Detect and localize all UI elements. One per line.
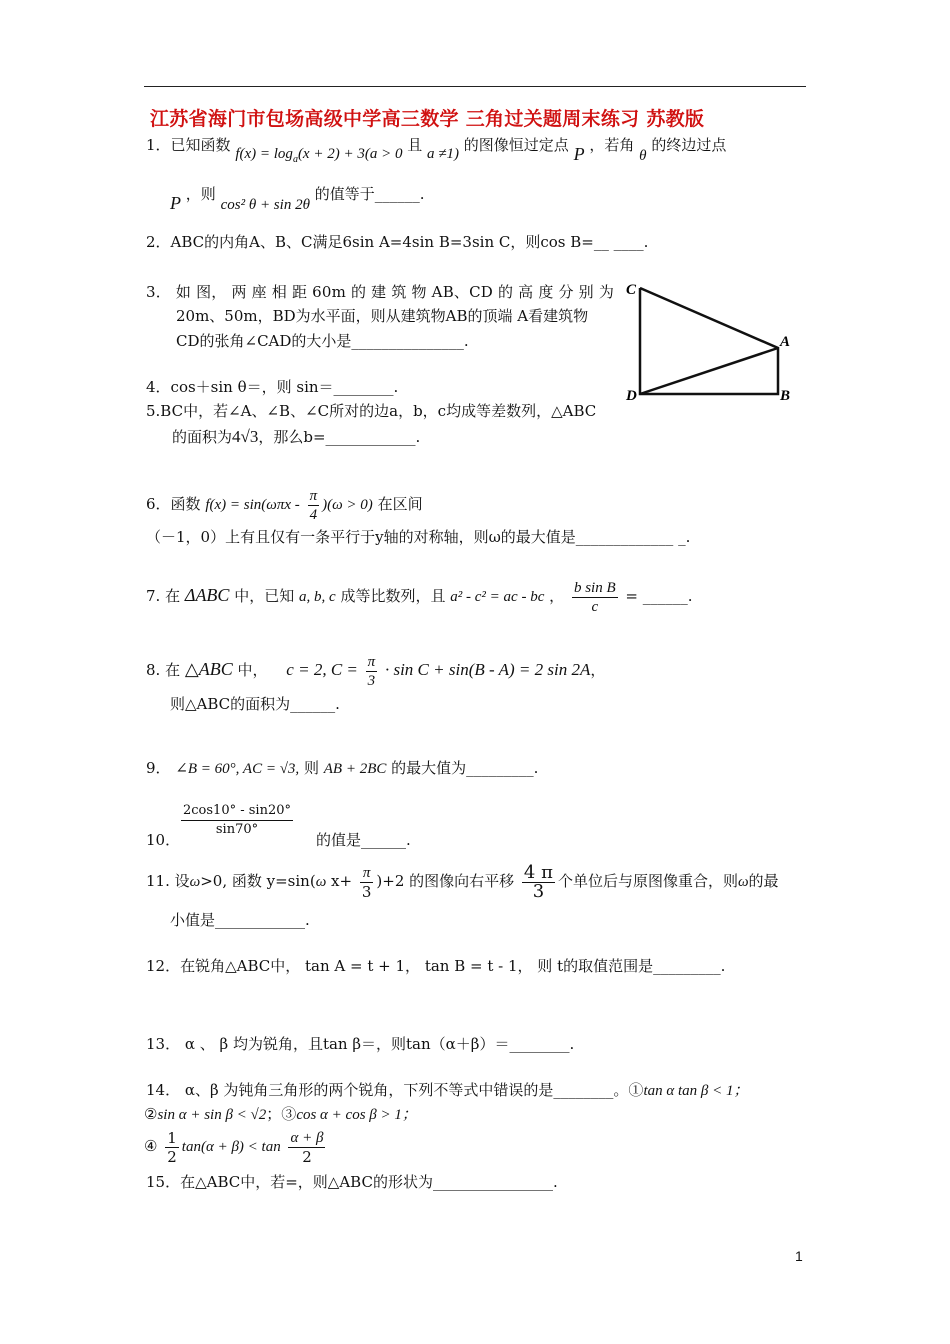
question-12: 12．在锐角△ABC中， tan A = t + 1， tan B = t - 1， 则 t的取值范围是_________. (146, 957, 726, 975)
question-5-line-1: 5.BC中，若∠A、∠B、∠C所对的边a，b，c均成等差数列，△ABC (146, 402, 597, 420)
question-5-line-2: 的面积为4√3，那么b=____________. (172, 427, 421, 446)
q7-fraction: $\frac{\text{b sin B}}{c}$ (573, 579, 616, 615)
building-figure (620, 276, 800, 406)
question-2: 2．ABC的内角A、B、C满足6sin A=4sin B=3sin C，则cos B=__ ____. (146, 233, 649, 251)
q6-fraction: $\frac{\pi}{4}$ (309, 487, 318, 523)
question-6-line-2: （－1，0）上有且仅有一条平行于y轴的对称轴，则ω的最大值是_____________ _. (146, 528, 691, 546)
figure-label-d: D (626, 388, 637, 404)
figure-outline (640, 288, 778, 394)
q11-fraction-2: $\frac{4 \pi}{3}$ (523, 861, 553, 902)
question-1-line-2: P ，则 cos² θ + sin 2θ 的值等于______. (170, 185, 425, 213)
question-3-line-1: 3． 如 图， 两 座 相 距 60m 的 建 筑 物 AB、CD 的 高 度 分 别 为 (146, 283, 615, 301)
question-14-line-3: ④ $\frac{1}{2}$ tan(α + β) < tan $\frac{\alpha + \beta}{2}$ (144, 1128, 324, 1166)
question-13: 13． α 、 β 均为锐角，且tan β＝，则tan（α＋β）＝________. (146, 1035, 575, 1053)
figure-label-b: B (780, 388, 791, 404)
page-number: 1 (795, 1248, 803, 1264)
question-3-line-3: CD的张角∠CAD的大小是_______________. (176, 332, 469, 350)
question-4: 4．cos＋sin θ＝，则 sin＝________. (146, 378, 399, 396)
question-8-line-1: 8. 在 △ABC 中， c = 2, C = $\frac{\pi}{3}$ · sin C + sin(B - A) = 2 sin 2A， (146, 653, 606, 689)
q14-fraction-ab: $\frac{\alpha + \beta}{2}$ (290, 1129, 324, 1166)
question-11-line-2: 小值是____________. (170, 911, 310, 929)
question-7: 7. 在 ΔABC 中，已知 a, b, c 成等比数列，且 a² - c² = ac - bc ， $\frac{\text{b sin B}}{c}$ = ______. (146, 579, 693, 615)
question-14-line-2: ②sin α + sin β < √2；③cos α + cos β > 1； (144, 1105, 417, 1123)
page-title: 江苏省海门市包场高级中学高三数学 三角过关题周末练习 苏教版 (150, 108, 705, 130)
question-15: 15．在△ABC中，若=，则△ABC的形状为________________. (146, 1173, 558, 1191)
q11-fraction-1: $\frac{\pi}{3}$ (361, 864, 372, 901)
q1-formula: $f(x) = \log_a(x + 2) + 3(a > 0$ (235, 146, 403, 165)
figure-line-da (640, 348, 778, 394)
question-14-line-1: 14． α、β 为钝角三角形的两个锐角，下列不等式中错误的是________。①tan α tan β < 1； (146, 1081, 749, 1099)
figure-label-a: A (780, 334, 791, 350)
question-1-line-1: 1．已知函数 $f(x) = \log_a(x + 2) + 3(a > 0$ 且 a ≠1) 的图像恒过定点 P ，若角 θ 的终边过点 (146, 136, 727, 165)
header-rule (144, 86, 806, 87)
q8-fraction: $\frac{\pi}{3}$ (367, 653, 376, 689)
question-8-line-2: 则△ABC的面积为______. (170, 695, 340, 713)
q10-fraction: $\frac{2\cos 10^\circ - \sin 20^\circ}{\sin 70^\circ}$ (183, 803, 291, 837)
question-6-line-1: 6．函数 f(x) = sin(ωπx - $\frac{\pi}{4}$ )(ω > 0) 在区间 (146, 487, 423, 523)
question-3-line-2: 20m、50m，BD为水平面，则从建筑物AB的顶端 A看建筑物 (176, 307, 589, 325)
question-9: 9． ∠B = 60°, AC = √3, 则 AB + 2BC 的最大值为_________. (146, 759, 539, 777)
figure-label-c: C (626, 282, 637, 298)
question-11-line-1: 11. 设ω>0, 函数 y=sin(ω x+ $\frac{\pi}{3}$ )+2 的图像向右平移 $\frac{4 \pi}{3}$ 个单位后与原图像重合，则ω的最 (146, 861, 779, 902)
q14-fraction-half: $\frac{1}{2}$ (167, 1128, 177, 1166)
